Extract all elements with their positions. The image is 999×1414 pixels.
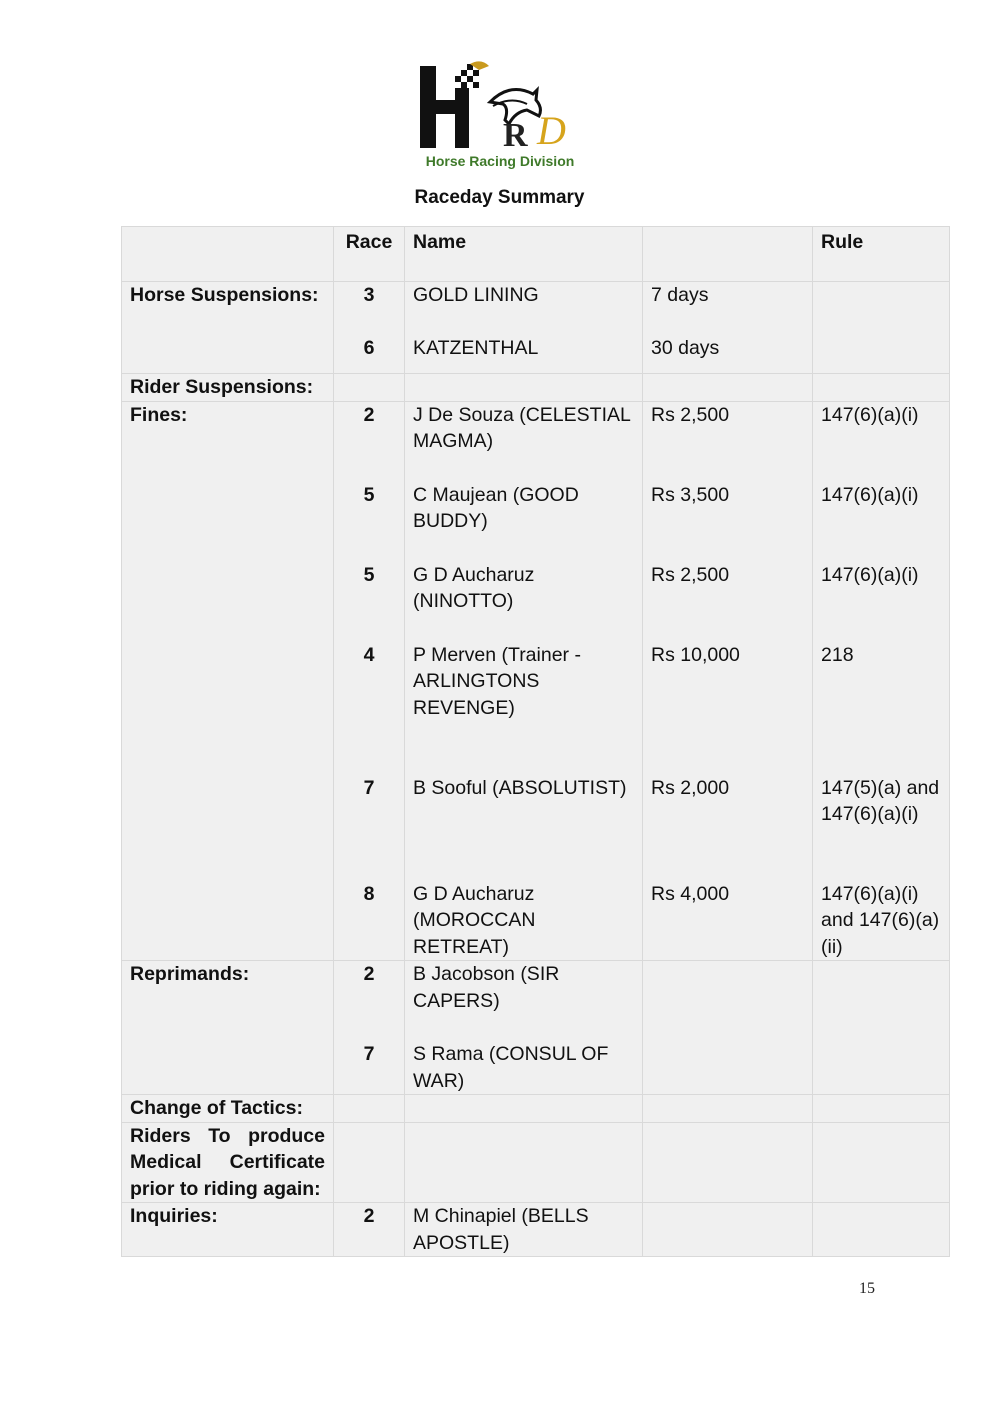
fines-races: [334, 401, 405, 961]
horse-head-logo-icon: [415, 60, 585, 152]
reprimands-row: [122, 961, 950, 1095]
empty-cell: [334, 374, 405, 402]
empty-cell: [813, 374, 950, 402]
inquiries-row: [122, 1203, 950, 1257]
header-rule: Rule: [813, 227, 950, 282]
horse-suspensions-rules: [813, 282, 950, 374]
empty-cell: [643, 1095, 813, 1123]
empty-cell: [334, 1095, 405, 1123]
race-number: 2: [363, 963, 375, 985]
empty-cell: [643, 1122, 813, 1203]
race-number: 2: [363, 403, 375, 426]
empty-cell: [643, 961, 813, 1095]
empty-cell: [405, 374, 643, 402]
empty-cell: [813, 961, 950, 1095]
race-number: 5: [363, 563, 375, 586]
horse-name: GOLD LINING: [413, 284, 539, 306]
race-number: 7: [363, 776, 375, 799]
reprimanded-person: B Jacobson (SIR CAPERS): [413, 963, 560, 1012]
race-number: 8: [363, 882, 375, 905]
empty-cell: [405, 1122, 643, 1203]
raceday-summary-table: [121, 226, 950, 1257]
horse-suspensions-row: [122, 282, 950, 374]
change-of-tactics-row: [122, 1095, 950, 1123]
race-number: 7: [363, 1043, 375, 1065]
fines-amounts: [643, 401, 813, 961]
race-number: 3: [363, 284, 375, 306]
change-of-tactics-label: Change of Tactics:: [122, 1095, 334, 1123]
hrd-logo: [415, 60, 585, 175]
fine-amount: Rs 4,000: [651, 882, 730, 905]
fined-person: B Sooful (ABSOLUTIST): [413, 776, 627, 799]
rider-suspensions-row: [122, 374, 950, 402]
rule-reference: 147(6)(a)(i): [821, 483, 919, 506]
svg-text:R: R: [503, 117, 528, 152]
horse-suspensions-durations: [643, 282, 813, 374]
fined-person: C Maujean (GOOD BUDDY): [413, 483, 579, 532]
reprimands-races: [334, 961, 405, 1095]
rule-reference: 147(6)(a)(i): [821, 563, 919, 586]
table-header-row: [122, 227, 950, 282]
empty-cell: [334, 1122, 405, 1203]
race-number: 6: [363, 336, 375, 359]
inquiries-label: Inquiries:: [122, 1203, 334, 1257]
empty-cell: [813, 1122, 950, 1203]
horse-suspensions-races: [334, 282, 405, 374]
empty-cell: [405, 1095, 643, 1123]
fined-person: J De Souza (CELESTIAL MAGMA): [413, 403, 631, 452]
header-race: Race: [334, 227, 405, 282]
empty-cell: [643, 374, 813, 402]
fined-person: G D Aucharuz (MOROCCAN RETREAT): [413, 882, 536, 958]
fines-rules: [813, 401, 950, 961]
empty-cell: [643, 1203, 813, 1257]
header-name: Name: [405, 227, 643, 282]
horse-suspensions-names: [405, 282, 643, 374]
header-amount: [643, 227, 813, 282]
inquiry-person: M Chinapiel (BELLS APOSTLE): [405, 1203, 643, 1257]
race-number: 5: [363, 483, 375, 506]
reprimanded-person: S Rama (CONSUL OF WAR): [413, 1043, 609, 1092]
fines-label: Fines:: [122, 401, 334, 961]
rule-reference: 218: [821, 643, 854, 666]
reprimands-names: [405, 961, 643, 1095]
svg-text:D: D: [537, 108, 566, 152]
fine-amount: Rs 2,500: [651, 563, 730, 586]
fine-amount: Rs 10,000: [651, 643, 740, 666]
horse-name: KATZENTHAL: [413, 336, 539, 359]
reprimands-label: Reprimands:: [122, 961, 334, 1095]
page-number: 15: [859, 1280, 875, 1297]
rider-suspensions-label: Rider Suspensions:: [122, 374, 334, 402]
medical-certificate-label: Riders To produce Medical Certificate prior to riding again:: [122, 1122, 334, 1203]
fine-amount: Rs 2,500: [651, 403, 730, 426]
spacer: [413, 309, 634, 335]
spacer: [651, 309, 804, 335]
race-number: 2: [334, 1203, 405, 1257]
medical-certificate-row: [122, 1122, 950, 1203]
rule-reference: 147(6)(a)(i) and 147(6)(a)(ii): [821, 882, 940, 958]
fine-amount: Rs 3,500: [651, 483, 730, 506]
fine-amount: Rs 2,000: [651, 776, 730, 799]
rule-reference: 147(5)(a) and 147(6)(a)(i): [821, 776, 940, 825]
rule-reference: 147(6)(a)(i): [821, 403, 919, 426]
fines-names: [405, 401, 643, 961]
fined-person: G D Aucharuz (NINOTTO): [413, 563, 535, 612]
page-title: Raceday Summary: [414, 187, 585, 208]
fined-person: P Merven (Trainer - ARLINGTONS REVENGE): [413, 643, 581, 719]
suspension-duration: 7 days: [651, 284, 709, 306]
suspension-duration: 30 days: [651, 336, 720, 359]
empty-cell: [813, 1203, 950, 1257]
horse-suspensions-label: Horse Suspensions:: [122, 282, 334, 374]
spacer: [342, 309, 396, 335]
logo-caption: Horse Racing Division: [425, 153, 575, 169]
empty-cell: [813, 1095, 950, 1123]
fines-row: [122, 401, 950, 961]
race-number: 4: [363, 643, 375, 666]
header-empty: [122, 227, 334, 282]
